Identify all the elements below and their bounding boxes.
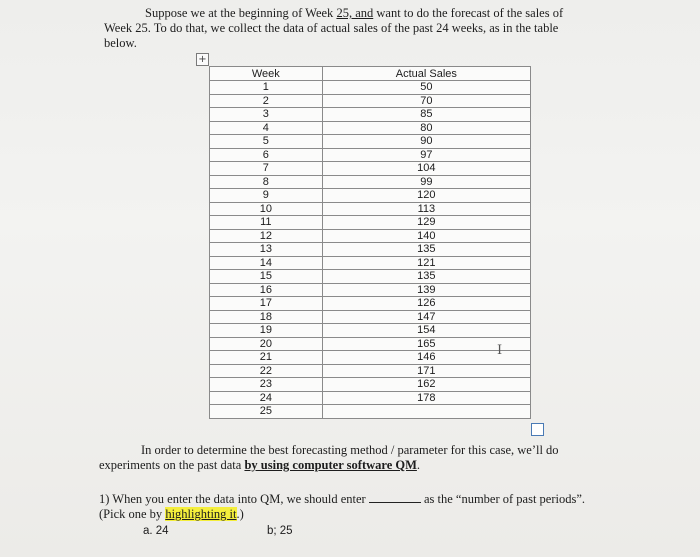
sales-cell[interactable]: 126 <box>322 297 530 311</box>
table-row <box>210 189 531 203</box>
week-cell[interactable]: 6 <box>210 148 323 162</box>
week-cell[interactable]: 9 <box>210 189 323 203</box>
text-cursor-icon: I <box>497 343 503 358</box>
week-cell[interactable]: 16 <box>210 283 323 297</box>
week-cell[interactable]: 11 <box>210 216 323 230</box>
sales-cell[interactable]: 135 <box>322 243 530 257</box>
week-cell[interactable]: 3 <box>210 108 323 122</box>
week-cell[interactable]: 1 <box>210 81 323 95</box>
week-cell[interactable]: 23 <box>210 378 323 392</box>
week-cell[interactable]: 13 <box>210 243 323 257</box>
paragraph-emphasis: by using computer software QM <box>244 458 417 472</box>
sales-cell[interactable]: 147 <box>322 310 530 324</box>
table-header-row <box>210 67 531 81</box>
question-hint-start: (Pick one by <box>99 507 166 521</box>
table-row <box>210 378 531 392</box>
sales-cell[interactable]: 104 <box>322 162 530 176</box>
table-row <box>210 351 531 365</box>
intro-week-link[interactable]: 25, and <box>336 6 374 20</box>
week-cell[interactable]: 19 <box>210 324 323 338</box>
sales-cell[interactable]: 146 <box>322 351 530 365</box>
sales-cell[interactable]: 80 <box>322 121 530 135</box>
sales-cell[interactable]: 154 <box>322 324 530 338</box>
intro-line1-start: Suppose we at the beginning of Week <box>145 6 337 20</box>
table-row <box>210 94 531 108</box>
table-row <box>210 202 531 216</box>
sales-cell[interactable]: 135 <box>322 270 530 284</box>
paragraph-line1: In order to determine the best forecasting method / parameter for this case, we’ll do <box>141 443 559 457</box>
sales-cell[interactable]: 70 <box>322 94 530 108</box>
week-cell[interactable]: 2 <box>210 94 323 108</box>
table-row <box>210 283 531 297</box>
table-row <box>210 324 531 338</box>
table-row <box>210 135 531 149</box>
week-cell[interactable]: 25 <box>210 405 323 419</box>
sales-cell[interactable]: 162 <box>322 378 530 392</box>
sales-cell[interactable]: 165 <box>322 337 530 351</box>
week-cell[interactable]: 22 <box>210 364 323 378</box>
question-text-start: 1) When you enter the data into QM, we should enter <box>99 492 369 506</box>
sales-cell[interactable]: 120 <box>322 189 530 203</box>
week-cell[interactable]: 10 <box>210 202 323 216</box>
table-row <box>210 108 531 122</box>
paragraph-line2-end: . <box>416 458 421 472</box>
table-row <box>210 391 531 405</box>
table-row <box>210 256 531 270</box>
table-row <box>210 405 531 419</box>
question-text-end: as the “number of past periods”. <box>420 492 586 506</box>
table-row <box>210 297 531 311</box>
table-move-handle-icon[interactable]: + <box>196 53 209 66</box>
week-cell[interactable]: 17 <box>210 297 323 311</box>
sales-cell[interactable]: 99 <box>322 175 530 189</box>
sales-cell[interactable]: 90 <box>322 135 530 149</box>
paragraph-line2-start: experiments on the past data <box>99 458 245 472</box>
sales-cell[interactable]: 171 <box>322 364 530 378</box>
table-row <box>210 229 531 243</box>
sales-cell[interactable]: 139 <box>322 283 530 297</box>
table-row <box>210 337 531 351</box>
option-b[interactable]: b; 25 <box>267 525 293 537</box>
table-row <box>210 162 531 176</box>
table-row <box>210 175 531 189</box>
table-row <box>210 243 531 257</box>
week-cell[interactable]: 12 <box>210 229 323 243</box>
week-cell[interactable]: 4 <box>210 121 323 135</box>
table-row <box>210 121 531 135</box>
highlighted-text: highlighting it <box>165 507 237 521</box>
sales-cell[interactable]: 113 <box>322 202 530 216</box>
sales-cell[interactable]: 140 <box>322 229 530 243</box>
question-1 <box>99 491 679 522</box>
option-a[interactable]: a. 24 <box>143 525 169 537</box>
week-cell[interactable]: 14 <box>210 256 323 270</box>
week-cell[interactable]: 15 <box>210 270 323 284</box>
sales-cell[interactable]: 178 <box>322 391 530 405</box>
week-cell[interactable]: 7 <box>210 162 323 176</box>
sales-cell[interactable]: 50 <box>322 81 530 95</box>
sales-cell[interactable] <box>322 405 530 419</box>
instruction-paragraph <box>99 443 659 473</box>
intro-text <box>104 6 664 51</box>
sales-cell[interactable]: 97 <box>322 148 530 162</box>
table-row <box>210 81 531 95</box>
intro-line3: below. <box>104 36 137 50</box>
checkbox[interactable] <box>531 423 544 436</box>
table-row <box>210 364 531 378</box>
week-cell[interactable]: 24 <box>210 391 323 405</box>
sales-table <box>209 66 531 419</box>
table-row <box>210 148 531 162</box>
week-cell[interactable]: 8 <box>210 175 323 189</box>
intro-line2: Week 25. To do that, we collect the data of actual sales of the past 24 weeks, as in the table <box>104 21 559 35</box>
sales-cell[interactable]: 121 <box>322 256 530 270</box>
header-actual-sales: Actual Sales <box>322 67 530 81</box>
week-cell[interactable]: 5 <box>210 135 323 149</box>
sales-cell[interactable]: 85 <box>322 108 530 122</box>
table-row <box>210 310 531 324</box>
week-cell[interactable]: 18 <box>210 310 323 324</box>
week-cell[interactable]: 21 <box>210 351 323 365</box>
answer-blank[interactable] <box>369 491 421 503</box>
table-row <box>210 216 531 230</box>
question-hint-end: .) <box>236 507 244 521</box>
header-week: Week <box>210 67 323 81</box>
week-cell[interactable]: 20 <box>210 337 323 351</box>
table-row <box>210 270 531 284</box>
intro-line1-end: want to do the forecast of the sales of <box>373 6 564 20</box>
sales-cell[interactable]: 129 <box>322 216 530 230</box>
